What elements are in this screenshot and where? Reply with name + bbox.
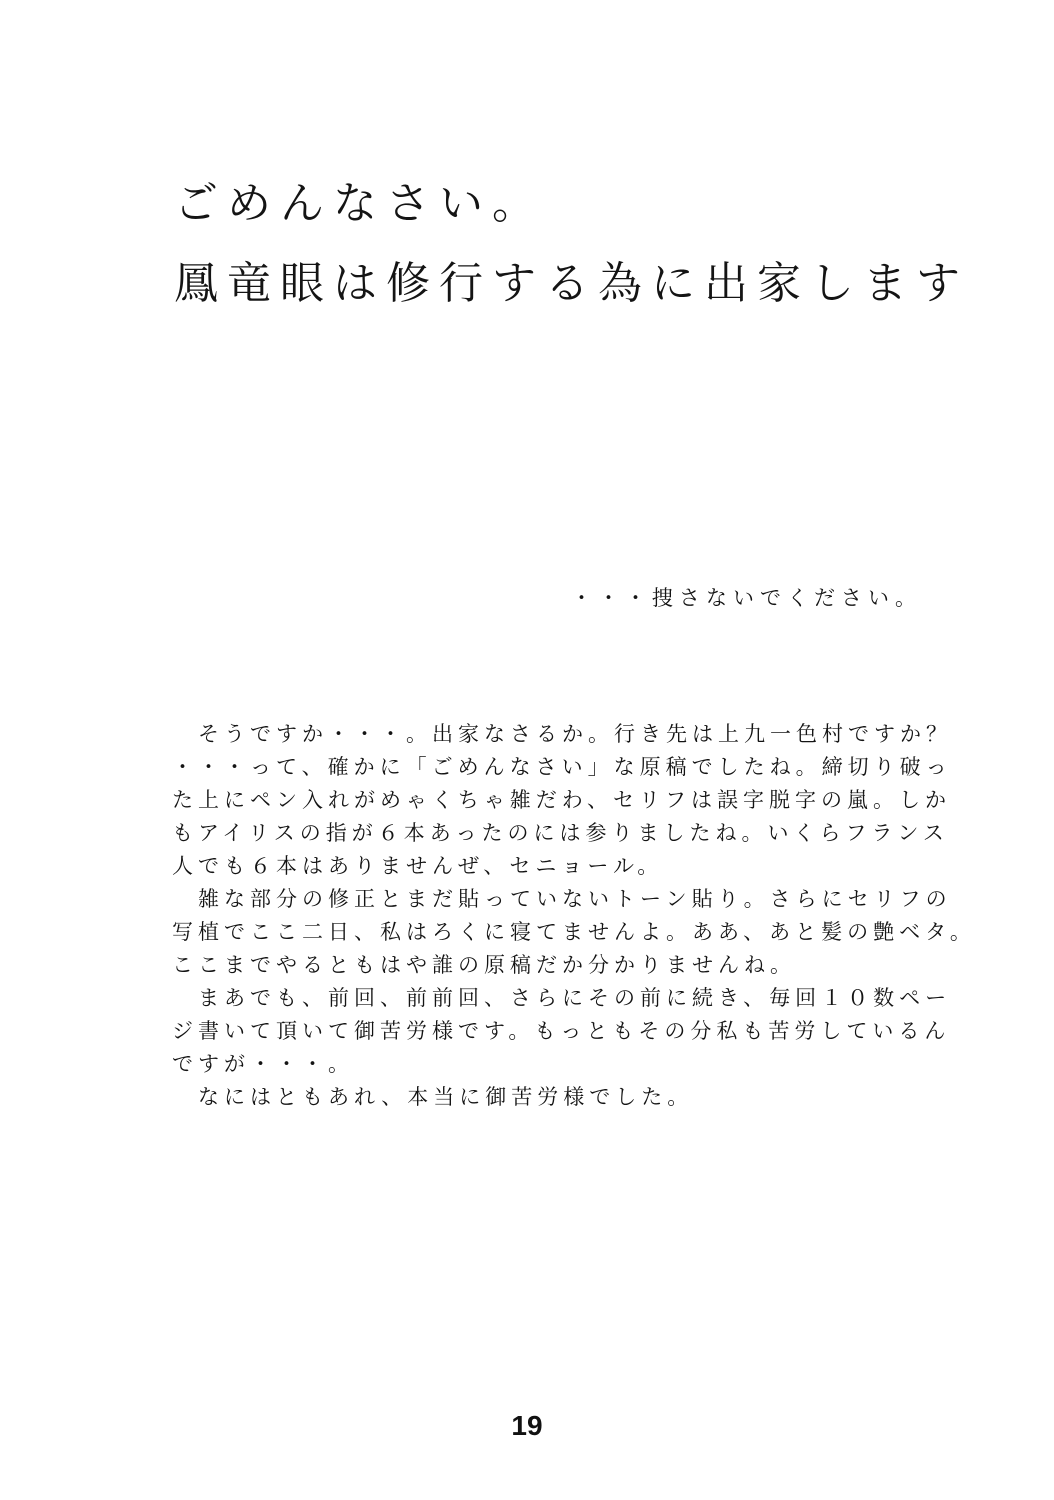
paragraph-line: なにはともあれ、本当に御苦労様でした。 (172, 1085, 694, 1109)
paragraph-4 (172, 1081, 972, 1114)
paragraph-line: た上にペン入れがめゃくちゃ雑だわ、セリフは誤字脱字の嵐。しか (172, 788, 951, 812)
paragraph-line: そうですか・・・。出家なさるか。行き先は上九一色村ですか？ (172, 722, 952, 746)
paragraph-line: ここまでやるともはや誰の原稿だか分かりませんね。 (172, 953, 796, 977)
paragraph-2 (172, 883, 976, 982)
paragraph-line: ジ書いて頂いて御苦労様です。もっともその分私も苦労しているん (172, 1019, 951, 1043)
title-block (174, 164, 974, 324)
paragraph-line: ・・・って、確かに「ごめんなさい」な原稿でしたね。締切り破っ (172, 755, 952, 779)
title-line-2: 鳳竜眼は修行する為に出家します (174, 258, 969, 309)
paragraph-line: 人でも６本はありませんぜ、セニョール。 (172, 854, 664, 878)
body-text (172, 718, 976, 1114)
paragraph-3 (172, 982, 972, 1081)
aside-note: ・・・捜さないでください。 (571, 586, 922, 610)
paragraph-1 (172, 718, 972, 883)
paragraph-line: ですが・・・。 (172, 1052, 354, 1076)
page-number: 19 (511, 1410, 543, 1441)
title-line-1: ごめんなさい。 (174, 178, 545, 229)
paragraph-line: もアイリスの指が６本あったのには参りましたね。いくらフランス (172, 821, 949, 845)
paragraph-line: 写植でここ二日、私はろくに寝てませんよ。ああ、あと髪の艶ベタ。 (172, 920, 976, 944)
paragraph-line: まあでも、前回、前前回、さらにその前に続き、毎回１０数ペー (172, 986, 952, 1010)
paragraph-line: 雑な部分の修正とまだ貼っていないトーン貼り。さらにセリフの (172, 887, 952, 911)
